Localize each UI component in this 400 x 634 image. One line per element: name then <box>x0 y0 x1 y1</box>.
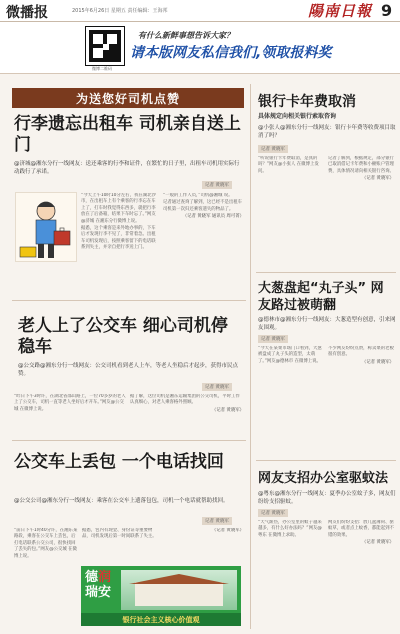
taxi-headline[interactable]: 行李遗忘出租车 司机亲自送上门 <box>14 114 241 155</box>
taxi-byline: 记者 黄晓军 <box>202 181 232 189</box>
pill-body-col2: 不少网友纷纷点赞，称卖菜的老板很有创意。 （记者 黄晓军） <box>328 346 394 365</box>
house-illustration <box>121 570 237 610</box>
divider <box>12 300 246 301</box>
bank-byline: 记者 黄晓军 <box>258 145 288 153</box>
banner-text: 为送您好司机点赞 <box>75 92 180 106</box>
qr-caption: 微博二维码 <box>92 66 112 71</box>
bank-subtitle: @小张人@湘东分行一线网友：银行卡年费等收费项目取消了吗？ <box>258 125 396 139</box>
promo-line2: 请本版网友私信我们,领取报料奖 <box>130 45 332 61</box>
classroom-subtitle: @粤东@湘东分行一线网友：夏季办公室蚊子多，网友们纷纷支招驱蚊。 <box>258 491 396 505</box>
promo-line1: 有什么新鲜事想告诉大家？ <box>138 31 234 40</box>
bank-body-col1: “听说银行卡年费取消，是真的吗？”网友@小张人 在微博上发问。 <box>258 156 319 174</box>
advertisement[interactable] <box>81 566 241 626</box>
divider <box>12 440 246 441</box>
phone-headline[interactable]: 公交车上丢包 一个电话找回 <box>14 452 224 472</box>
taxi-cartoon <box>15 192 77 262</box>
bank-body-col2: 记者了解到，根据规定，部分银行已取消借记卡年费和小额账户管理费，具体情况请向相关银行咨询。 （记者 黄晓军） <box>328 156 394 182</box>
qr-code-icon[interactable] <box>86 27 124 65</box>
phone-body-col1: “前日下午1时40分许，在湘东某路段，乘客在公交车上丢包，后打电话联系公交公司，很快找回了丢失的包。”网友@公交城 在微博上说。 <box>14 528 78 559</box>
issue-meta: 2015年6月26日 星期五 责任编辑：王海邦 <box>72 8 168 14</box>
bus-body-col1: “昨日下午3时许，在湖北省邵山路上，一位70多岁的老人上了公交车，司机一直等老人坐好后才开车。”网友@公交城 在微博上说。 <box>14 394 126 412</box>
phone-body-col2: 据悉，包内有现金、身份证等重要物品，司机发现后第一时间联系了失主。 <box>82 528 157 540</box>
classroom-body-col2: 网友们纷纷支招：放几盆薄荷、驱蚊草，或者点上蚊香，都能起到不错的效果。 （记者 黄晓军） <box>328 520 394 546</box>
taxi-body-col2: “一般的工作人员，”司机@湘城 说。 记者通过查询了解到，这已经不是出租车司机第一次归还乘客遗失的物品了。 （记者 黄晓军 通讯员 周可菁） <box>163 193 244 220</box>
phone-subtitle: @公交公司@湘东分行一线网友：乘客在公交车上遗落包包，司机一个电话就帮助找回。 <box>14 498 229 504</box>
page-header <box>0 0 400 22</box>
bus-subtitle: @公交路@湘东分行一线网友：公交司机看到老人上车，等老人坐稳后才起步，获得市民点赞。 <box>18 363 239 377</box>
taxi-driver-illustration <box>16 193 77 262</box>
phone-body-col3: （记者 黄晓军） <box>211 528 244 533</box>
bus-byline: 记者 黄晓军 <box>202 383 232 391</box>
ad-strip: 银行社会主义核心价值观 <box>81 613 241 626</box>
pill-byline: 记者 黄晓军 <box>258 335 288 343</box>
taxi-subtitle: @济城@湘东分行一线网友：送还乘客的行李和证件，在繁忙的日子里，出租车司机用实际行动践行了承诺。 <box>14 161 240 175</box>
classroom-headline[interactable]: 网友支招办公室驱蚊法 <box>258 471 389 486</box>
column-divider <box>250 84 251 629</box>
pill-headline[interactable]: 大葱盘起“丸子头” 网友路过被萌翻 <box>258 281 384 313</box>
phone-byline: 记者 黄晓军 <box>202 517 232 525</box>
promo-block <box>0 22 400 74</box>
bus-headline[interactable]: 老人上了公交车 细心司机停稳车 <box>18 316 228 357</box>
taxi-body-col1: “今天上午10时10分左右，我在湖北沙市，在出租车上有个乘客的行李忘在车上了，打车时我觉得东西多，就把行李放在了后备箱，结果下车时忘了。”网友@济城 在湘东分行微博上说。 据悉，这个乘客是来外地办事的，下车后才发现行李不见了，非常着急。出租车司机发现后，按照乘客留下的电话联系到失主，并亲自把行李送上门。 <box>81 193 156 251</box>
section-title: 微播报 <box>6 5 48 21</box>
page-number: 9 <box>381 1 393 20</box>
ad-chars: 德润 瑞安 <box>85 570 112 600</box>
pill-body-col1: “今天在某菜市场门口看到，大葱被盘成了丸子头的造型，太萌了。”网友@德林市 在微博上说。 <box>258 346 322 364</box>
classroom-body-col1: “天气渐热，办公室里的蚊子越来越多，有什么好办法吗？”网友@粤东 在微博上求助。 <box>258 520 322 538</box>
column-banner <box>12 88 244 108</box>
divider <box>256 460 396 461</box>
bank-subhead: 具体规定向相关银行索取咨询 <box>258 113 337 120</box>
bus-body-col2: 据了解，这位司机是湘东运输集团的公交司机，平时工作认真细心，对老人乘客格外照顾。 （记者 黄晓军） <box>130 394 244 413</box>
bank-headline[interactable]: 银行卡年费取消 <box>258 94 356 110</box>
pill-subtitle: @德林市@湘东分行一线网友：大葱造型有创意，引来网友围观。 <box>258 317 396 331</box>
classroom-byline: 记者 黄晓军 <box>258 509 288 517</box>
newspaper-logo: 陽南日報 <box>308 2 373 20</box>
divider <box>256 272 396 273</box>
